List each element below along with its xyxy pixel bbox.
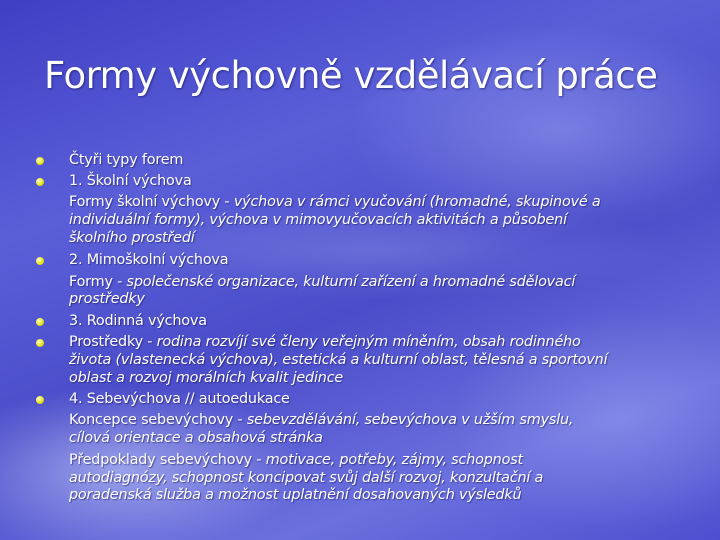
body-line: cílová orientace a obsahová stránka (69, 430, 323, 446)
bullet-text: 3. Rodinná výchova (69, 313, 207, 329)
body-line: Předpoklady sebevýchovy - motivace, potřeby, zájmy, schopnost (69, 452, 523, 468)
bullet-text: Čtyři typy forem (69, 152, 184, 168)
bullet-icon (36, 396, 44, 404)
bullet-icon (36, 178, 44, 186)
body-line: Formy školní výchovy - výchova v rámci vyučování (hromadné, skupinové a (69, 194, 601, 210)
bullet-icon (36, 257, 44, 265)
body-line: Formy - společenské organizace, kulturní zařízení a hromadné sdělovací (69, 274, 576, 290)
body-line: Koncepce sebevýchovy - sebevzdělávání, sebevýchova v užším smyslu, (69, 412, 574, 428)
bullet-text: 4. Sebevýchova // autoedukace (69, 391, 290, 407)
bullet-text: 2. Mimoškolní výchova (69, 252, 229, 268)
body-line: individuální formy), výchova v mimovyučovacích aktivitách a působení (69, 212, 567, 228)
slide-title: Formy výchovně vzdělávací práce (44, 54, 658, 97)
bullet-text: 1. Školní výchova (69, 173, 192, 189)
bullet-text: Prostředky - rodina rozvíjí své členy veřejným míněním, obsah rodinného (69, 334, 581, 350)
body-line: školního prostředí (69, 230, 195, 246)
body-line: života (vlastenecká výchova), estetická a kulturní oblast, tělesná a sportovní (69, 352, 608, 368)
body-line: poradenská služba a možnost uplatnění dosahovaných výsledků (69, 487, 522, 503)
bullet-icon (36, 318, 44, 326)
body-line: oblast a rozvoj morálních kvalit jedince (69, 370, 344, 386)
bullet-icon (36, 339, 44, 347)
body-line: prostředky (69, 291, 145, 307)
bullet-icon (36, 157, 44, 165)
body-line: autodiagnózy, schopnost koncipovat svůj další rozvoj, konzultační a (69, 470, 544, 486)
